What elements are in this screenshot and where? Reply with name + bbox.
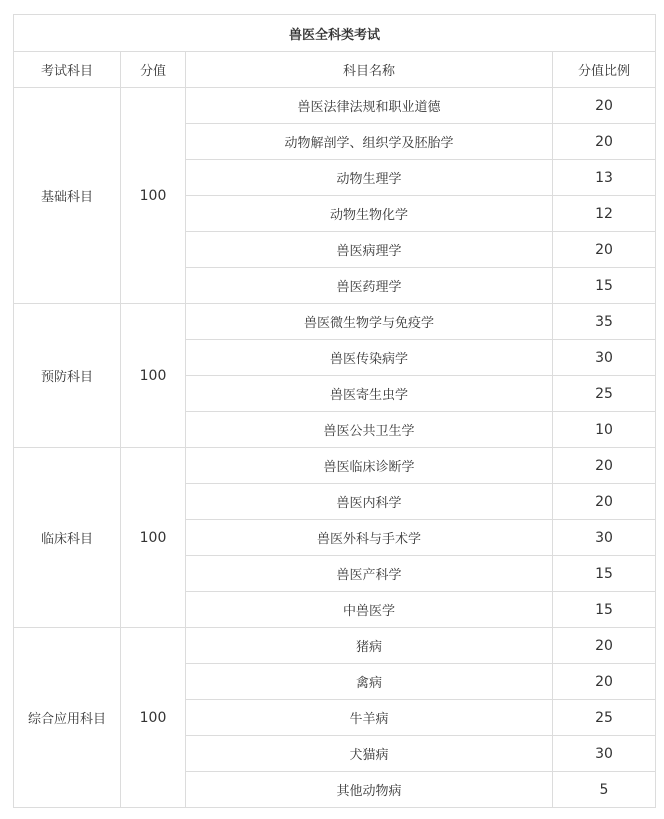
subject-name-cell: 兽医微生物学与免疫学 [186,304,553,340]
score-ratio-cell: 5 [553,772,656,808]
subject-name-cell: 兽医外科与手术学 [186,520,553,556]
exam-subjects-table [13,14,656,808]
score-ratio-cell: 30 [553,340,656,376]
subject-name-cell: 禽病 [186,664,553,700]
score-ratio-cell: 20 [553,448,656,484]
table-row [14,304,656,340]
table-header-row [14,52,656,88]
subject-name-cell: 其他动物病 [186,772,553,808]
subject-name-cell: 动物生物化学 [186,196,553,232]
score-ratio-cell: 25 [553,376,656,412]
category-cell: 预防科目 [14,304,121,448]
subject-name-cell: 猪病 [186,628,553,664]
subject-name-cell: 动物生理学 [186,160,553,196]
subject-name-cell: 中兽医学 [186,592,553,628]
subject-name-cell: 牛羊病 [186,700,553,736]
score-cell: 100 [121,448,186,628]
subject-name-cell: 兽医寄生虫学 [186,376,553,412]
table-body [14,15,656,808]
score-ratio-cell: 30 [553,736,656,772]
score-cell: 100 [121,88,186,304]
table-title: 兽医全科类考试 [14,15,656,52]
subject-name-cell: 兽医内科学 [186,484,553,520]
header-exam-subject: 考试科目 [14,52,121,88]
category-cell: 临床科目 [14,448,121,628]
subject-name-cell: 兽医法律法规和职业道德 [186,88,553,124]
subject-name-cell: 兽医公共卫生学 [186,412,553,448]
score-ratio-cell: 20 [553,232,656,268]
score-ratio-cell: 13 [553,160,656,196]
score-ratio-cell: 15 [553,556,656,592]
subject-name-cell: 兽医病理学 [186,232,553,268]
subject-name-cell: 动物解剖学、组织学及胚胎学 [186,124,553,160]
header-score: 分值 [121,52,186,88]
score-cell: 100 [121,304,186,448]
subject-name-cell: 犬猫病 [186,736,553,772]
subject-name-cell: 兽医药理学 [186,268,553,304]
score-ratio-cell: 20 [553,484,656,520]
score-ratio-cell: 20 [553,664,656,700]
score-ratio-cell: 20 [553,124,656,160]
table-row [14,448,656,484]
category-cell: 基础科目 [14,88,121,304]
table-row [14,88,656,124]
exam-table-container [13,14,656,808]
score-ratio-cell: 20 [553,88,656,124]
subject-name-cell: 兽医产科学 [186,556,553,592]
score-ratio-cell: 20 [553,628,656,664]
category-cell: 综合应用科目 [14,628,121,808]
score-ratio-cell: 30 [553,520,656,556]
score-cell: 100 [121,628,186,808]
subject-name-cell: 兽医传染病学 [186,340,553,376]
score-ratio-cell: 15 [553,268,656,304]
header-subject-name: 科目名称 [186,52,553,88]
score-ratio-cell: 12 [553,196,656,232]
table-row [14,628,656,664]
score-ratio-cell: 10 [553,412,656,448]
score-ratio-cell: 15 [553,592,656,628]
header-score-ratio: 分值比例 [553,52,656,88]
table-title-row [14,15,656,52]
score-ratio-cell: 25 [553,700,656,736]
subject-name-cell: 兽医临床诊断学 [186,448,553,484]
score-ratio-cell: 35 [553,304,656,340]
